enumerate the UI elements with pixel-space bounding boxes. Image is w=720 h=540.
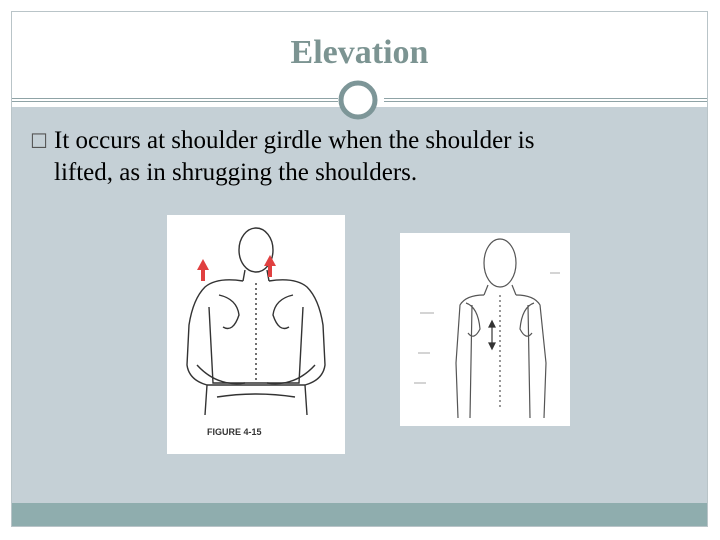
slide-title: Elevation bbox=[290, 34, 429, 71]
bullet-line-2: lifted, as in shrugging the shoulders. bbox=[54, 159, 418, 186]
figure-shrug-sketch bbox=[400, 233, 570, 426]
footer-band bbox=[12, 503, 707, 526]
title-divider-left bbox=[12, 98, 338, 102]
figure-shrug-back-view bbox=[167, 215, 345, 454]
square-bullet-icon: ☐ bbox=[30, 129, 48, 153]
bullet-point bbox=[30, 125, 670, 189]
figure-caption: FIGURE 4-15 bbox=[207, 427, 262, 437]
bullet-line-1: It occurs at shoulder girdle when the shoulder is bbox=[54, 127, 535, 154]
ring-ornament-icon bbox=[338, 80, 378, 120]
title-divider-right bbox=[384, 98, 707, 102]
